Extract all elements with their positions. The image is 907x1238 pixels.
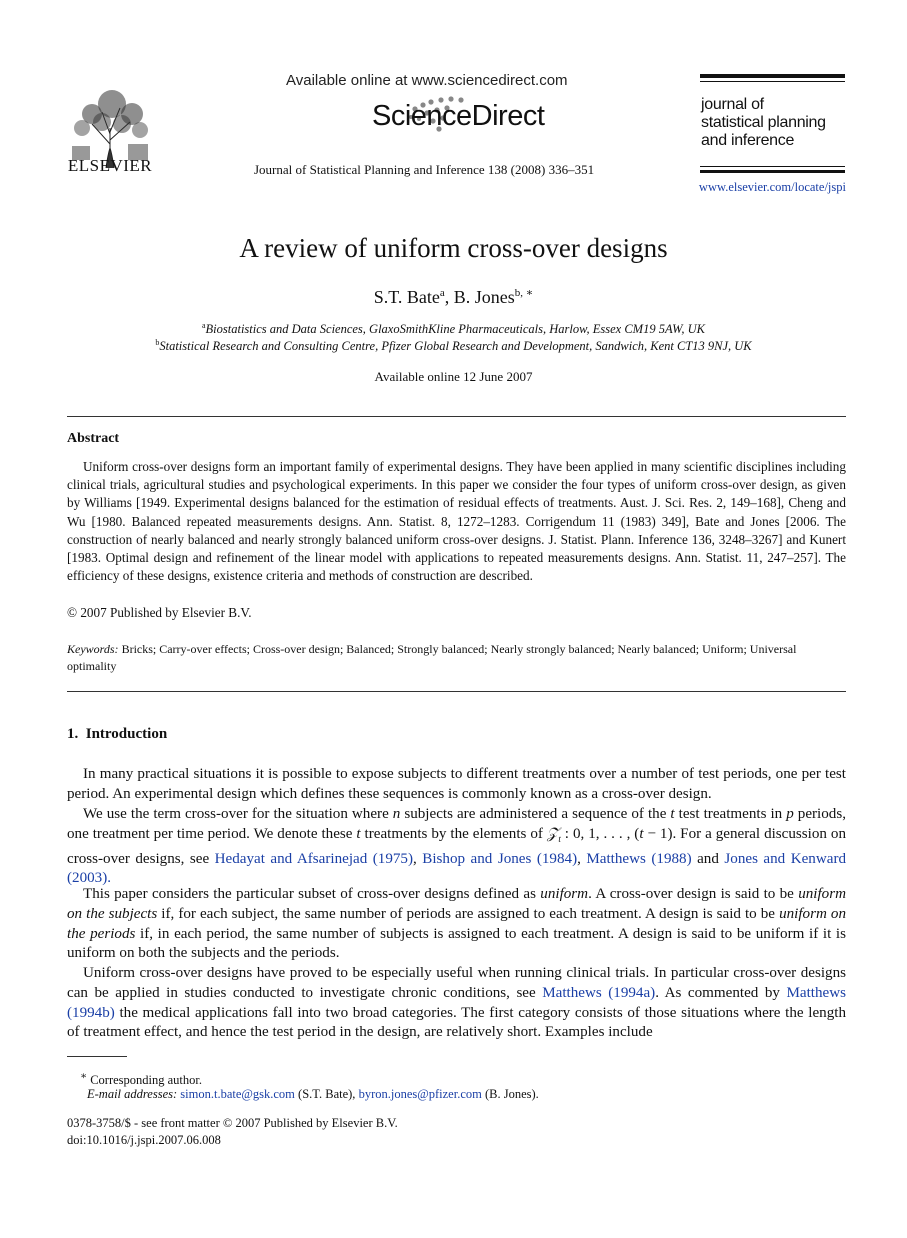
citation-link[interactable]: Jones and Kenward (2003). — [67, 850, 847, 887]
emphasis: uniform on the subjects — [67, 886, 846, 922]
journal-name-line: statistical planning — [701, 114, 826, 131]
issn-line: 0378-3758/$ - see front matter © 2007 Published by Elsevier B.V. — [67, 1116, 398, 1130]
math-var: t — [670, 806, 675, 822]
text-run: Uniform cross-over designs have proved to be especially useful when running clinical trials. In particular cross-over designs can be applied in studies conducted to investigate chronic conditions, see — [67, 965, 846, 1001]
corresponding-author-note — [80, 1070, 202, 1088]
text-run: . As commented by — [655, 984, 787, 1001]
text-run: periods, one treatment per time period. We denote these — [67, 806, 846, 842]
citation-link[interactable]: Bishop and Jones (1984) — [422, 850, 578, 867]
math-set: 𝒵 — [546, 825, 559, 842]
affiliation-mark: b — [155, 338, 160, 347]
affiliation-b — [0, 338, 907, 354]
citation-link[interactable]: Matthews (1994a) — [542, 984, 656, 1001]
email-owner: (S.T. Bate), — [294, 1087, 359, 1101]
math-var: p — [786, 806, 794, 822]
article-title: A review of uniform cross-over designs — [239, 233, 668, 263]
journal-citation: Journal of Statistical Planning and Inference 138 (2008) 336–351 — [254, 162, 595, 177]
footnote-rule — [67, 1056, 127, 1057]
text-run: − 1). For a general discussion on cross-over designs, see — [67, 825, 846, 867]
journal-box-rule-bottom — [700, 170, 845, 173]
doi-line: doi:10.1016/j.jspi.2007.06.008 — [67, 1133, 221, 1147]
text-run: if, in each period, the same number of subjects is assigned to each treatment. A design is said to be uniform if it is uniform on both the subjects and the periods. — [67, 925, 846, 962]
available-date: Available online 12 June 2007 — [374, 369, 533, 384]
text-run: subjects are administered a sequence of the — [400, 806, 671, 822]
text-run: the medical applications fall into two broad categories. The first category consists of those situations where the length of treatment effect, and hence the test period in the design, are relatively short. Examples include — [67, 1004, 846, 1041]
abstract-copyright: © 2007 Published by Elsevier B.V. — [67, 605, 252, 620]
math-var: n — [392, 806, 401, 822]
emphasis: uniform on the periods — [67, 905, 847, 942]
citation-link[interactable]: Matthews (1994b) — [67, 984, 846, 1021]
author-affiliation-mark: b, ∗ — [514, 287, 534, 299]
journal-name-block — [701, 96, 851, 150]
paragraph: In many practical situations it is possible to expose subjects to different treatments over a number of test periods, one per test period. An experimental design which defines these sequences is commonly known as a cross-over design. — [67, 766, 846, 802]
paragraph — [67, 964, 846, 1043]
text-run: if, for each subject, the same number of periods are assigned to each treatment. A design is said to be — [157, 905, 780, 922]
journal-box-rule-top-thin — [700, 81, 845, 82]
email-addresses — [87, 1087, 539, 1102]
text-run: , — [577, 850, 587, 867]
journal-box-rule-top — [700, 74, 845, 78]
text-run: treatments by the elements of — [360, 825, 547, 842]
text-run: This paper considers the particular subset of cross-over designs defined as — [83, 886, 541, 902]
affiliation-text: Biostatistics and Data Sciences, GlaxoSmithKline Pharmaceuticals, Harlow, Essex CM19 5AW, UK — [205, 322, 706, 337]
sciencedirect-wordmark: ScienceDirect — [372, 100, 545, 132]
keywords-list: Bricks; Carry-over effects; Cross-over design; Balanced; Strongly balanced; Nearly strongly balanced; Nearly balanced; Uniform; Universal optimality — [67, 642, 797, 673]
affiliation-text: Statistical Research and Consulting Centre, Pfizer Global Research and Development, Sandwich, Kent CT13 9NJ, UK — [159, 339, 752, 354]
math-subscript: t — [558, 833, 561, 844]
text-run: We use the term cross-over for the situation where — [83, 806, 393, 822]
abstract-rule-bottom — [67, 691, 846, 692]
journal-name-line: and inference — [701, 132, 795, 149]
text-run: : 0, 1, . . . , ( — [560, 825, 640, 842]
text-run: and — [691, 850, 725, 867]
text-run: test treatments in — [674, 806, 787, 822]
journal-name-line: journal of — [701, 96, 764, 113]
abstract-body: Uniform cross-over designs form an important family of experimental designs. They have been applied in many scientific disciplines including clinical trials, agricultural studies and psychological experiments. In this paper we consider the four types of uniform cross-over design, as given by Williams [1949. Experimental designs balanced for the estimation of residual effects of treatments. Aust. J. Sci. Res. 2, 149–168], Cheng and Wu [1980. Balanced repeated measurements designs. Ann. Statist. 8, 1272–1283. Corrigendum 11 (1983) 349], Bate and Jones [2006. The construction of nearly balanced and nearly strongly balanced uniform cross-over designs. J. Statist. Plann. Inference 136, 3248–3267] and Kunert [1983. Optimal design and refinement of the linear model with applications to repeated measurements designs. Ann. Statist. 11, 247–257]. The efficiency of these designs, existence criteria and methods of construction are described. — [67, 459, 846, 584]
available-online-banner: Available online at www.sciencedirect.com — [286, 72, 568, 89]
abstract-heading: Abstract — [67, 431, 120, 446]
text-run: , — [413, 850, 423, 867]
keywords-label: Keywords: — [67, 642, 119, 656]
journal-box-rule-bottom-thin — [700, 166, 845, 167]
author-separator: , — [444, 287, 454, 307]
paragraph — [67, 805, 846, 889]
author-name: B. Jones — [453, 287, 515, 307]
citation-link[interactable]: Matthews (1988) — [586, 850, 692, 867]
author-name: S.T. Bate — [373, 287, 440, 307]
publisher-name: ELSEVIER — [67, 156, 153, 175]
citation-link[interactable]: Hedayat and Afsarinejad (1975) — [214, 850, 414, 867]
footnote-text: Corresponding author. — [87, 1073, 202, 1088]
author-affiliation-mark: a — [439, 287, 445, 299]
footnote-mark: ∗ — [80, 1071, 88, 1082]
math-var: t — [356, 825, 361, 842]
author-list — [0, 286, 907, 308]
affiliation-a — [0, 321, 907, 337]
affiliation-mark: a — [201, 321, 206, 330]
emphasis: uniform — [540, 886, 589, 902]
math-var: t — [639, 825, 644, 842]
keywords — [67, 641, 846, 675]
email-link[interactable]: byron.jones@pfizer.com — [358, 1087, 482, 1101]
email-link[interactable]: simon.t.bate@gsk.com — [180, 1087, 295, 1101]
text-run: . A cross-over design is said to be — [588, 886, 799, 902]
paragraph — [67, 885, 846, 964]
journal-url-link[interactable]: www.elsevier.com/locate/jspi — [698, 180, 846, 194]
abstract-rule-top — [67, 416, 846, 417]
email-owner: (B. Jones). — [481, 1087, 539, 1101]
section-heading: 1. Introduction — [67, 726, 168, 742]
email-label: E-mail addresses: — [87, 1087, 178, 1101]
